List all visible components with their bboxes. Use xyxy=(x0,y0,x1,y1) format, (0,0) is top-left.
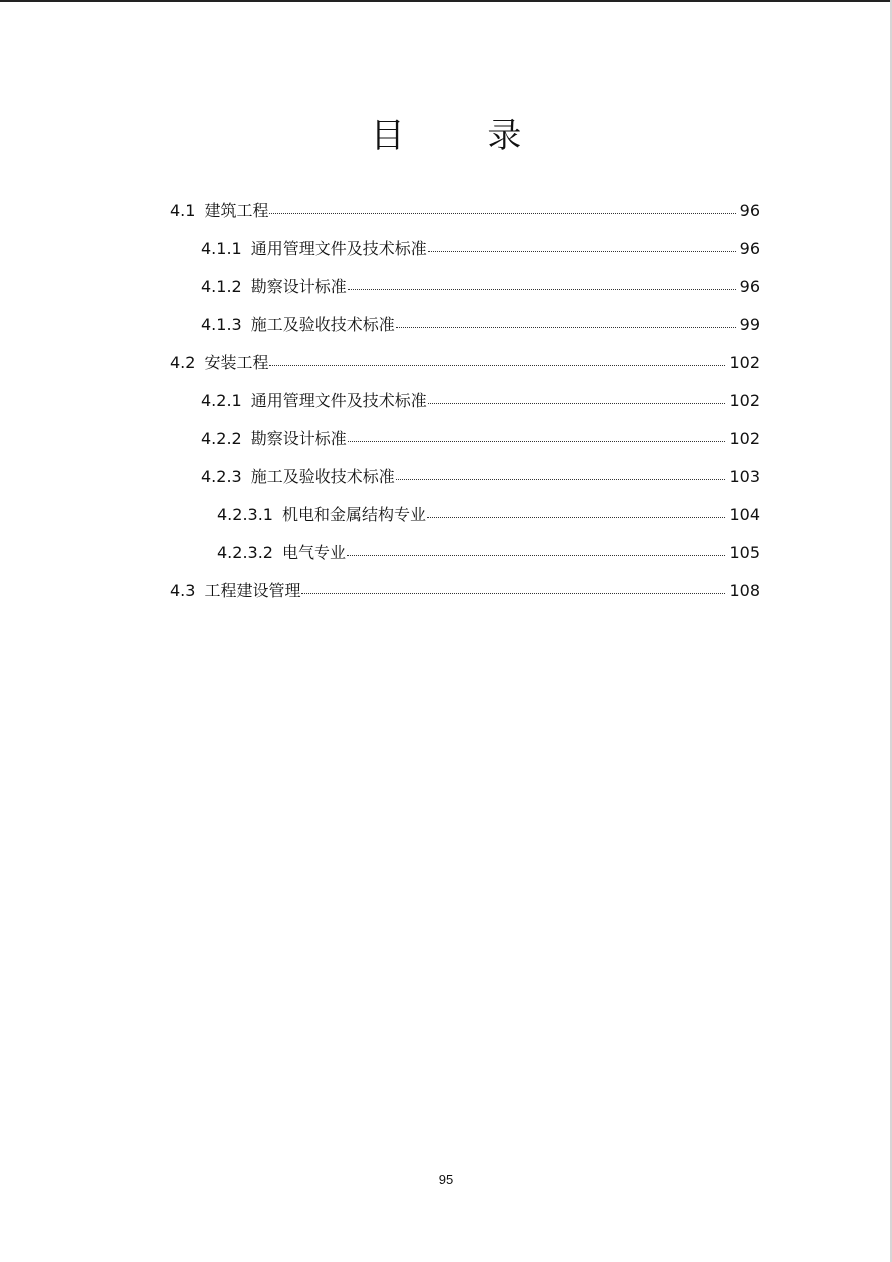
toc-entry-4-2-1[interactable] xyxy=(201,382,760,420)
toc-entry-4-1[interactable] xyxy=(170,192,760,230)
toc-entry-page: 102 xyxy=(729,429,760,448)
toc-entry-number: 4.2.3.2 xyxy=(217,543,273,562)
toc-entry-4-2-3-2[interactable] xyxy=(217,534,760,572)
toc-entry-4-1-1[interactable] xyxy=(201,230,760,268)
toc-entry-number: 4.1.3 xyxy=(201,315,242,334)
dot-leader xyxy=(347,534,725,572)
toc-entry-4-1-2[interactable] xyxy=(201,268,760,306)
toc-entry-title: 通用管理文件及技术标准 xyxy=(250,391,427,410)
toc-entry-page: 102 xyxy=(729,391,760,410)
toc-entry-4-2-3-1[interactable] xyxy=(217,496,760,534)
toc-entry-number: 4.3 xyxy=(170,581,196,600)
toc-entry-4-2-2[interactable] xyxy=(201,420,760,458)
toc-entry-number: 4.2.3 xyxy=(201,467,242,486)
dot-leader xyxy=(269,192,735,230)
toc-entry-page: 96 xyxy=(739,201,760,220)
toc-entry-page: 96 xyxy=(739,277,760,296)
toc-entry-number: 4.1.2 xyxy=(201,277,242,296)
toc-entry-page: 99 xyxy=(739,315,760,334)
toc-entry-title: 建筑工程 xyxy=(204,201,269,220)
toc-entry-number: 4.1.1 xyxy=(201,239,242,258)
toc-entry-title: 施工及验收技术标准 xyxy=(250,315,395,334)
dot-leader xyxy=(428,230,736,268)
dot-leader xyxy=(396,306,736,344)
toc-entry-title: 机电和金属结构专业 xyxy=(281,505,426,524)
toc-entry-title: 电气专业 xyxy=(281,543,346,562)
toc-entry-title: 施工及验收技术标准 xyxy=(250,467,395,486)
top-border-line xyxy=(0,0,892,2)
toc-entry-4-2[interactable] xyxy=(170,344,760,382)
toc-entry-4-2-3[interactable] xyxy=(201,458,760,496)
toc-entry-page: 104 xyxy=(729,505,760,524)
toc-entry-page: 102 xyxy=(729,353,760,372)
toc-entry-title: 通用管理文件及技术标准 xyxy=(250,239,427,258)
toc-entry-title: 勘察设计标准 xyxy=(250,277,347,296)
page-number: 95 xyxy=(438,1172,454,1187)
toc-entry-4-3[interactable] xyxy=(170,572,760,610)
toc-entry-title: 安装工程 xyxy=(204,353,269,372)
toc-entry-page: 103 xyxy=(729,467,760,486)
toc-entry-page: 108 xyxy=(729,581,760,600)
toc-entry-title: 勘察设计标准 xyxy=(250,429,347,448)
dot-leader xyxy=(428,382,726,420)
toc-entry-number: 4.2 xyxy=(170,353,196,372)
dot-leader xyxy=(396,458,726,496)
toc-entry-number: 4.1 xyxy=(170,201,196,220)
toc-entry-number: 4.2.3.1 xyxy=(217,505,273,524)
dot-leader xyxy=(269,344,725,382)
dot-leader xyxy=(348,268,736,306)
toc-title: 目 录 xyxy=(370,116,558,156)
dot-leader xyxy=(348,420,726,458)
dot-leader xyxy=(427,496,725,534)
toc-entry-number: 4.2.1 xyxy=(201,391,242,410)
toc-entry-4-1-3[interactable] xyxy=(201,306,760,344)
toc-entry-title: 工程建设管理 xyxy=(204,581,301,600)
toc-entry-page: 96 xyxy=(739,239,760,258)
toc-entry-number: 4.2.2 xyxy=(201,429,242,448)
dot-leader xyxy=(301,572,725,610)
toc-entry-page: 105 xyxy=(729,543,760,562)
